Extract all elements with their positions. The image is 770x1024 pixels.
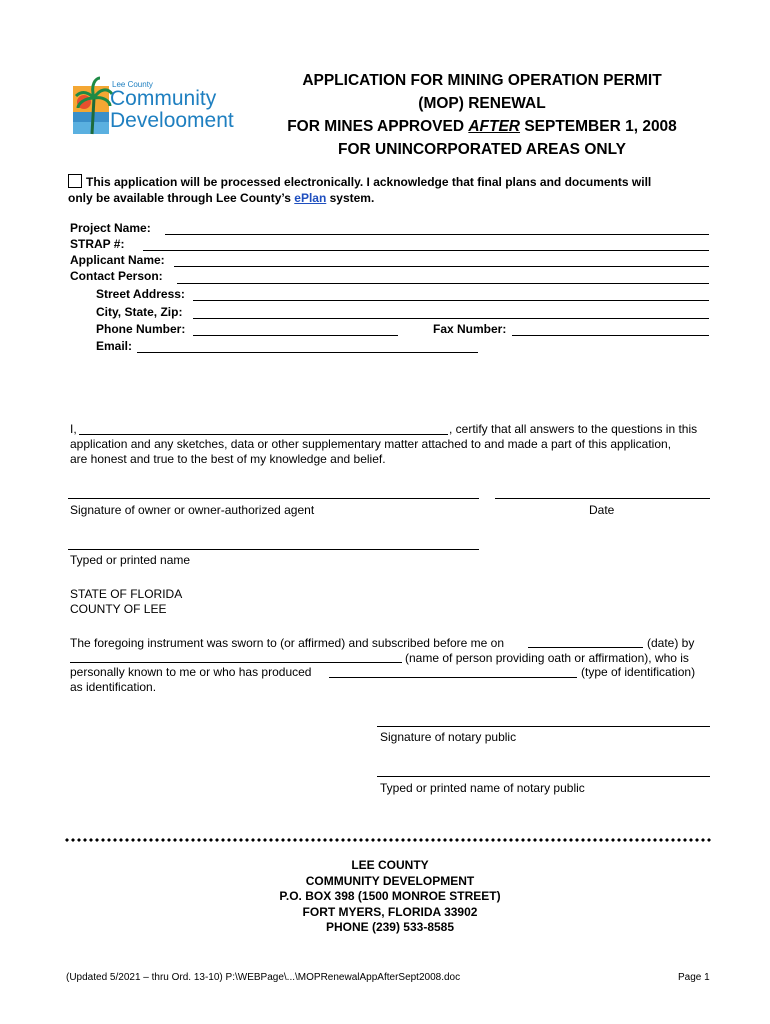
typed-name-label: Typed or printed name [70, 553, 191, 567]
palm-tree-logo-icon [70, 76, 114, 138]
title-line-3 [252, 115, 712, 138]
notary-person-field[interactable] [70, 662, 402, 663]
logo-small-text: Lee County [112, 80, 153, 89]
title-line-4: FOR UNINCORPORATED AREAS ONLY [338, 141, 626, 158]
logo-line-1: Community [110, 87, 217, 110]
ack-text-line-2 [68, 191, 374, 205]
city-state-zip-label: City, State, Zip: [96, 305, 183, 319]
updated-note: (Updated 5/2021 – thru Ord. 13-10) P:\WEBPage\...\MOPRenewalAppAfterSept2008.doc [66, 972, 461, 983]
applicant-name-label: Applicant Name: [70, 253, 165, 267]
contact-person-label: Contact Person: [70, 269, 163, 283]
footer-line-4: FORT MYERS, FLORIDA 33902 [302, 904, 478, 919]
owner-signature-field[interactable] [68, 498, 479, 499]
title-line-1: APPLICATION FOR MINING OPERATION PERMIT [302, 72, 662, 89]
title-line-2: (MOP) RENEWAL [418, 95, 546, 112]
footer-line-2: COMMUNITY DEVELOPMENT [305, 873, 475, 888]
street-address-label: Street Address: [96, 287, 185, 301]
notary-county: COUNTY OF LEE [70, 602, 167, 616]
notary-signature-label: Signature of notary public [380, 730, 517, 744]
fax-number-field[interactable] [512, 335, 709, 336]
lee-county-logo [70, 76, 240, 138]
certify-prefix: I, [70, 422, 77, 436]
certify-line-1: , certify that all answers to the questions in this [449, 422, 698, 436]
notary-line-2b: (name of person providing oath or affirmation), who is [405, 651, 689, 665]
footer-line-1: LEE COUNTY [351, 858, 429, 872]
contact-person-field[interactable] [177, 283, 709, 284]
dotted-separator [64, 838, 712, 842]
eplan-ack-checkbox[interactable] [68, 174, 82, 188]
notary-line-3b: (type of identification) [581, 665, 696, 679]
title-line-3-post: SEPTEMBER 1, 2008 [520, 118, 677, 135]
project-name-field[interactable] [165, 234, 709, 235]
applicant-name-field[interactable] [174, 266, 709, 267]
notary-typed-name-label: Typed or printed name of notary public [380, 781, 585, 795]
notary-line-1a: The foregoing instrument was sworn to (or affirmed) and subscribed before me on [70, 636, 504, 650]
owner-signature-label: Signature of owner or owner-authorized agent [70, 503, 315, 517]
notary-line-4: as identification. [70, 680, 157, 694]
certify-line-3: are honest and true to the best of my knowledge and belief. [70, 452, 386, 466]
certify-name-field[interactable] [79, 434, 448, 435]
page-number: Page 1 [678, 972, 710, 983]
certify-line-2: application and any sketches, data or other supplementary matter attached to and made a part of this application, [70, 437, 672, 451]
footer-line-5: PHONE (239) 533-8585 [325, 920, 455, 934]
signature-date-label: Date [589, 503, 615, 517]
ack-text-line-1: This application will be processed electronically. I acknowledge that final plans and documents will [86, 175, 652, 189]
page-title [252, 69, 712, 161]
strap-field[interactable] [143, 250, 709, 251]
title-line-3-emphasis: AFTER [468, 118, 521, 135]
notary-state: STATE OF FLORIDA [70, 587, 183, 601]
project-name-label: Project Name: [70, 221, 151, 235]
notary-signature-field[interactable] [377, 726, 710, 727]
fax-number-label: Fax Number: [433, 322, 507, 336]
signature-date-field[interactable] [495, 498, 710, 499]
notary-date-field[interactable] [528, 647, 643, 648]
eplan-link[interactable]: ePlan [294, 191, 327, 205]
notary-typed-name-field[interactable] [377, 776, 710, 777]
phone-number-field[interactable] [193, 335, 398, 336]
footer-line-3: P.O. BOX 398 (1500 MONROE STREET) [279, 889, 501, 903]
street-address-field[interactable] [193, 300, 709, 301]
phone-number-label: Phone Number: [96, 322, 186, 336]
title-line-3-pre: FOR MINES APPROVED [287, 118, 469, 135]
email-field[interactable] [137, 352, 478, 353]
notary-line-1b: (date) by [647, 636, 695, 650]
footer-address [230, 858, 550, 936]
notary-id-field[interactable] [329, 677, 577, 678]
typed-name-field[interactable] [68, 549, 479, 550]
logo-line-2: Develooment [110, 109, 234, 132]
ack-text-b: only be available through Lee County’s [68, 191, 295, 205]
ack-text-c: system. [326, 191, 375, 205]
city-state-zip-field[interactable] [193, 318, 709, 319]
notary-line-3a: personally known to me or who has produced [70, 665, 312, 679]
strap-label: STRAP #: [70, 237, 125, 251]
email-label: Email: [96, 339, 133, 353]
